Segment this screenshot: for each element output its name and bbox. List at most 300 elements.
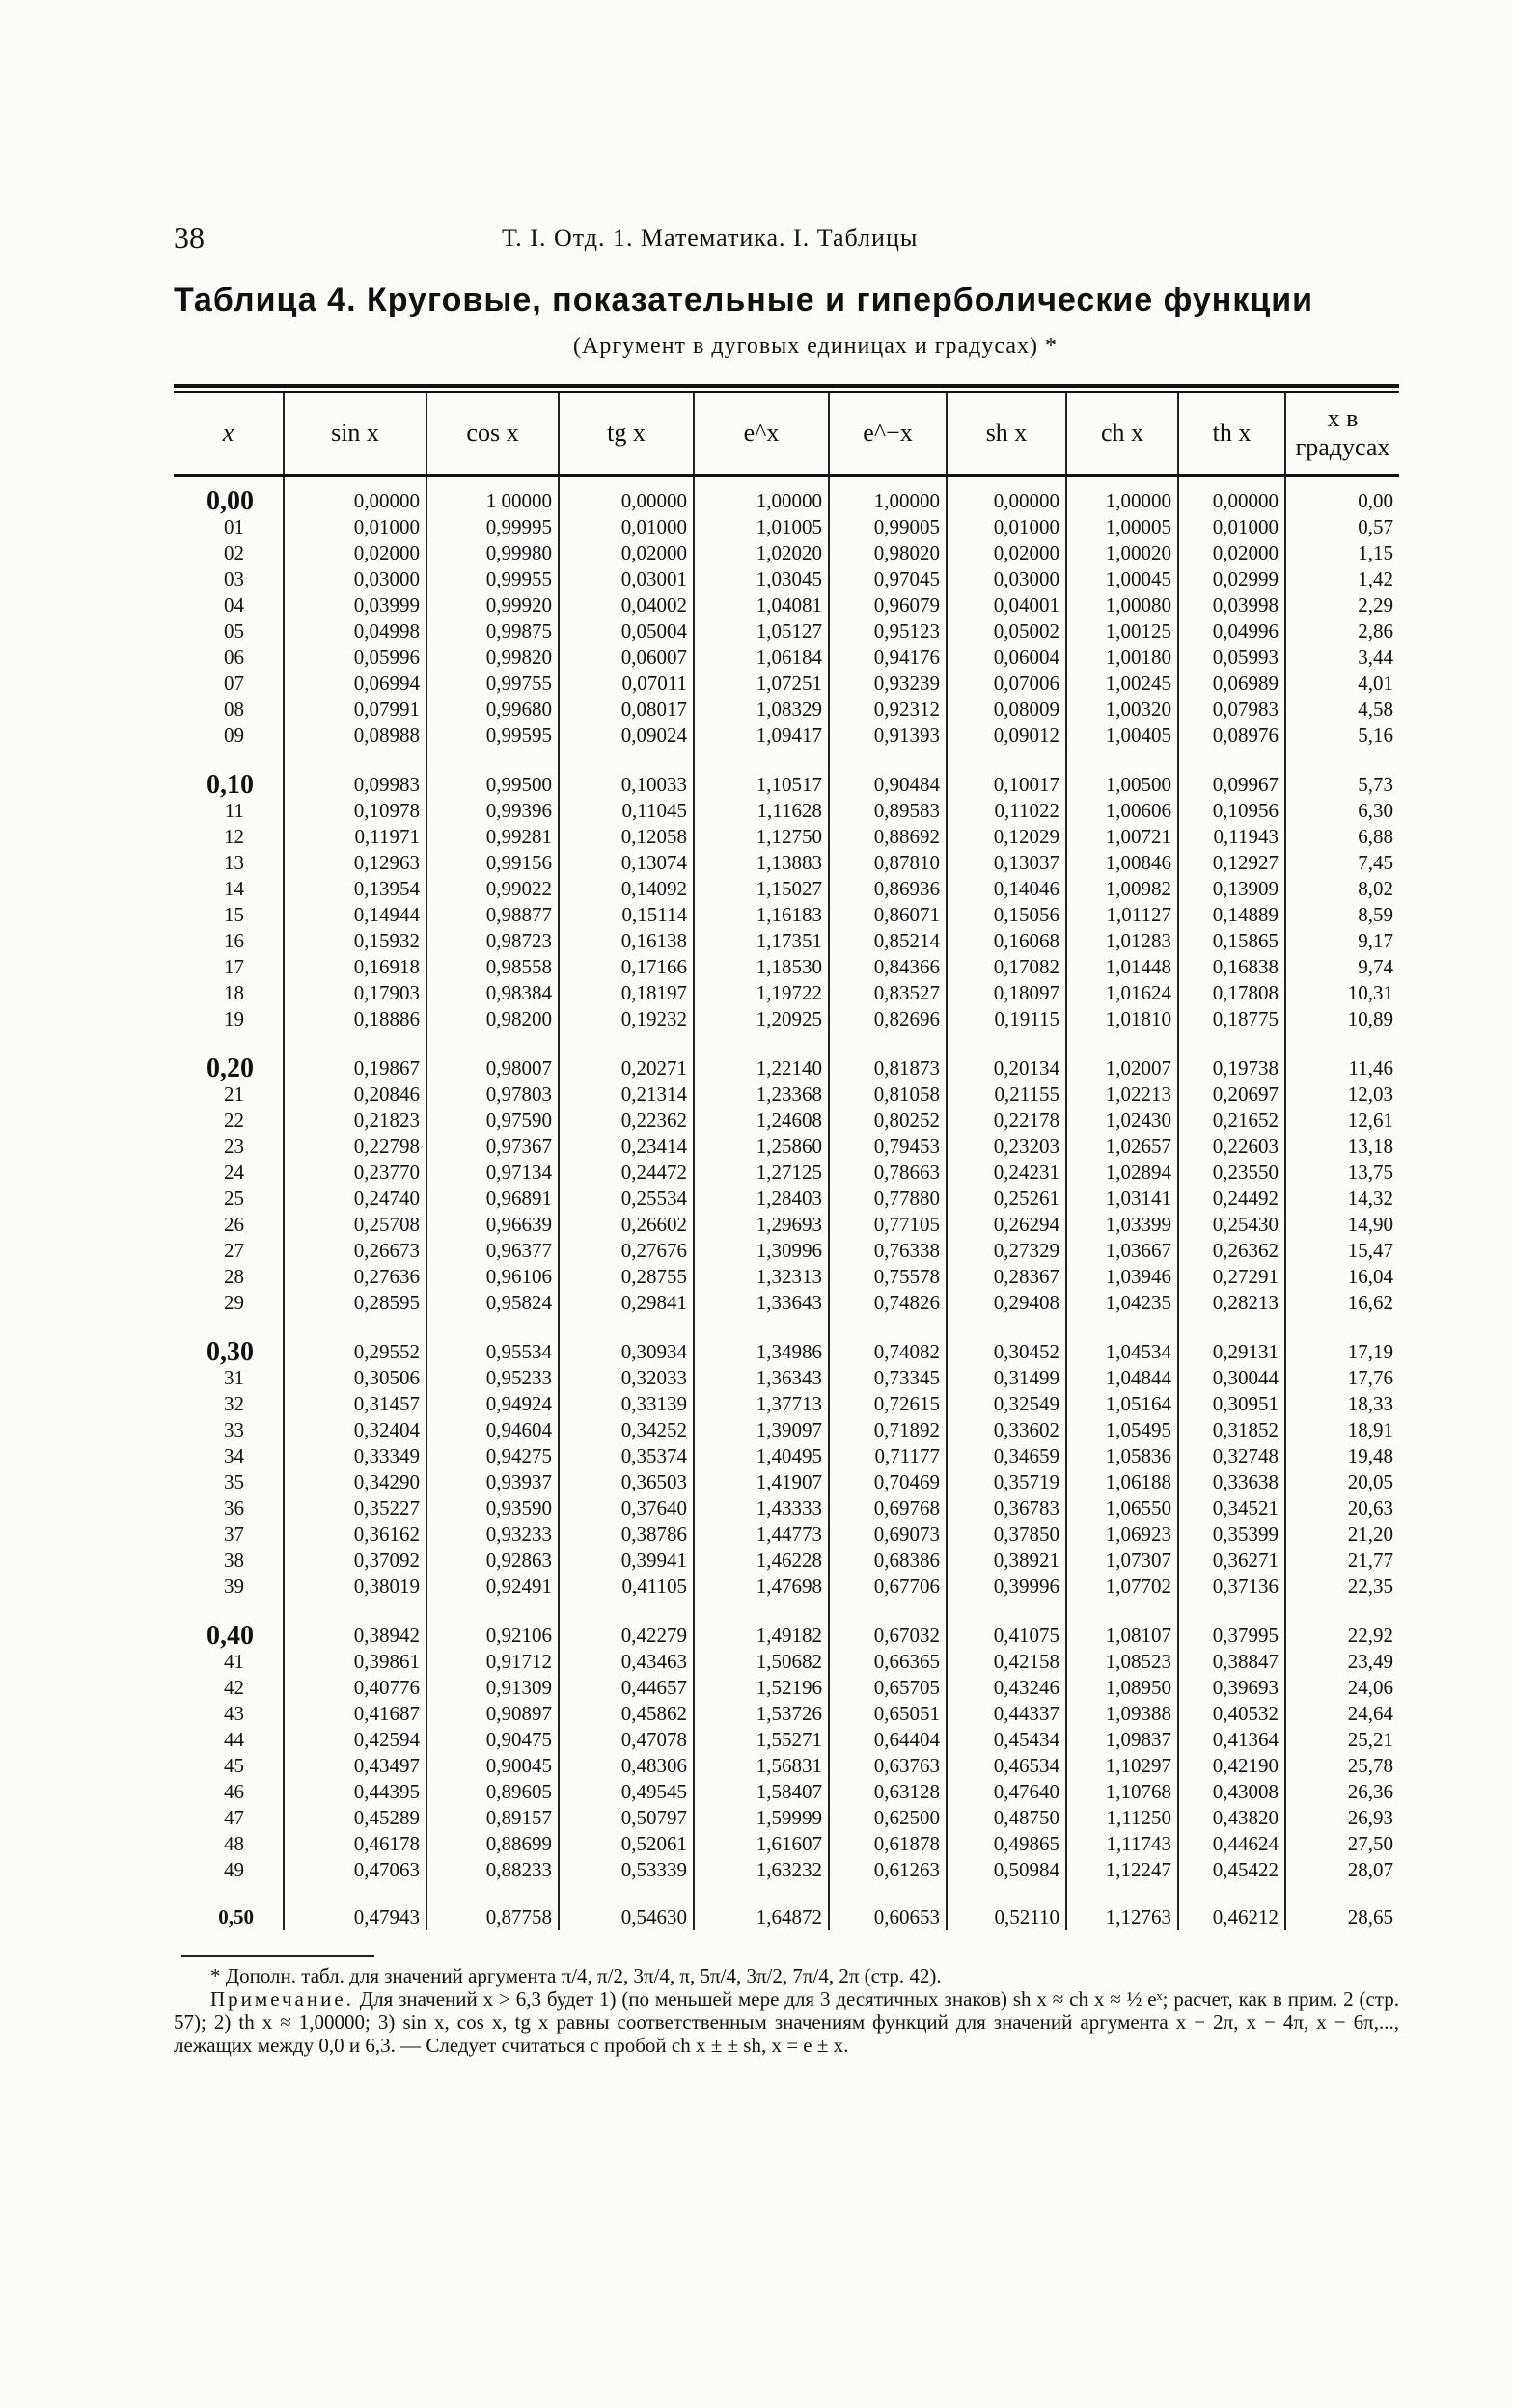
value-cell: 0,99980 [426, 540, 559, 566]
value-cell: 1,02894 [1066, 1160, 1178, 1186]
value-cell: 0,25261 [947, 1186, 1066, 1212]
value-cell: 0,74082 [829, 1327, 947, 1365]
argument-cell: 41 [224, 1650, 244, 1673]
value-cell: 1,55271 [694, 1727, 829, 1753]
argument-cell: 23 [224, 1135, 244, 1158]
value-cell: 0,82696 [829, 1006, 947, 1044]
value-cell: 12,03 [1285, 1081, 1399, 1108]
value-cell: 1,00846 [1066, 850, 1178, 876]
table-row [174, 1264, 1399, 1290]
notes [174, 1964, 1399, 2057]
function-table [174, 384, 1399, 1930]
value-cell: 0,17082 [947, 954, 1066, 980]
value-cell: 0,39861 [284, 1649, 426, 1675]
value-cell: 0,66365 [829, 1649, 947, 1675]
value-cell: 0,42279 [559, 1611, 694, 1649]
value-cell: 0,95123 [829, 618, 947, 644]
table-row [174, 1521, 1399, 1547]
value-cell: 0,36271 [1178, 1547, 1285, 1573]
table-row [174, 514, 1399, 540]
table-row [174, 1495, 1399, 1521]
value-cell: 3,44 [1285, 644, 1399, 670]
value-cell: 0,96079 [829, 592, 947, 618]
value-cell: 0,97803 [426, 1081, 559, 1108]
value-cell: 0,17903 [284, 980, 426, 1006]
argument-cell: 06 [224, 645, 244, 669]
value-cell: 1,02657 [1066, 1134, 1178, 1160]
value-cell: 1,03045 [694, 566, 829, 592]
value-cell: 0,05004 [559, 618, 694, 644]
value-cell: 0,93239 [829, 670, 947, 697]
value-cell: 4,01 [1285, 670, 1399, 697]
value-cell: 1 00000 [426, 476, 559, 515]
value-cell: 0,81873 [829, 1044, 947, 1081]
value-cell: 1,58407 [694, 1779, 829, 1805]
table-row [174, 1895, 1399, 1930]
value-cell: 0,61263 [829, 1857, 947, 1895]
value-cell: 0,87758 [426, 1895, 559, 1930]
value-cell: 16,04 [1285, 1264, 1399, 1290]
value-cell: 0,09983 [284, 760, 426, 798]
argument-cell: 28 [224, 1265, 244, 1288]
value-cell: 1,00005 [1066, 514, 1178, 540]
value-cell: 1,36343 [694, 1365, 829, 1391]
footnote-rule [181, 1955, 374, 1956]
value-cell: 0,32748 [1178, 1443, 1285, 1469]
value-cell: 0,62500 [829, 1805, 947, 1831]
value-cell: 1,17351 [694, 928, 829, 954]
value-cell: 0,78663 [829, 1160, 947, 1186]
value-cell: 0,43497 [284, 1753, 426, 1779]
value-cell: 1,08329 [694, 697, 829, 723]
value-cell: 0,26602 [559, 1212, 694, 1238]
table-row [174, 1327, 1399, 1365]
value-cell: 0,03998 [1178, 592, 1285, 618]
value-cell: 0,41105 [559, 1573, 694, 1611]
value-cell: 0,97367 [426, 1134, 559, 1160]
value-cell: 0,25534 [559, 1186, 694, 1212]
argument-cell: 25 [224, 1187, 244, 1210]
table-row [174, 1727, 1399, 1753]
value-cell: 0,41364 [1178, 1727, 1285, 1753]
value-cell: 0,18097 [947, 980, 1066, 1006]
value-cell: 0,90484 [829, 760, 947, 798]
argument-cell: 11 [224, 799, 244, 822]
page-number: 38 [174, 220, 205, 255]
value-cell: 0,15932 [284, 928, 426, 954]
value-cell: 0,44395 [284, 1779, 426, 1805]
value-cell: 0,32033 [559, 1365, 694, 1391]
value-cell: 0,92312 [829, 697, 947, 723]
value-cell: 0,18775 [1178, 1006, 1285, 1044]
value-cell: 17,76 [1285, 1365, 1399, 1391]
value-cell: 0,28367 [947, 1264, 1066, 1290]
value-cell: 1,00982 [1066, 876, 1178, 902]
value-cell: 1,50682 [694, 1649, 829, 1675]
value-cell: 27,50 [1285, 1831, 1399, 1857]
value-cell: 0,01000 [559, 514, 694, 540]
argument-cell: 26 [224, 1213, 244, 1236]
value-cell: 1,00080 [1066, 592, 1178, 618]
value-cell: 0,99680 [426, 697, 559, 723]
value-cell: 0,95534 [426, 1327, 559, 1365]
value-cell: 0,12058 [559, 824, 694, 850]
value-cell: 0,35399 [1178, 1521, 1285, 1547]
table-row [174, 760, 1399, 798]
value-cell: 0,29841 [559, 1290, 694, 1327]
table-row [174, 1857, 1399, 1895]
note-label: Примечание. [210, 1987, 354, 2011]
value-cell: 0,18197 [559, 980, 694, 1006]
value-cell: 1,05836 [1066, 1443, 1178, 1469]
value-cell: 0,70469 [829, 1469, 947, 1495]
value-cell: 0,31457 [284, 1391, 426, 1417]
value-cell: 1,15 [1285, 540, 1399, 566]
table-row [174, 850, 1399, 876]
value-cell: 0,24231 [947, 1160, 1066, 1186]
argument-cell: 16 [224, 929, 244, 952]
value-cell: 0,99920 [426, 592, 559, 618]
table-row [174, 1134, 1399, 1160]
value-cell: 0,09967 [1178, 760, 1285, 798]
table-row [174, 1649, 1399, 1675]
value-cell: 0,14889 [1178, 902, 1285, 928]
value-cell: 0,53339 [559, 1857, 694, 1895]
table-row [174, 1160, 1399, 1186]
value-cell: 1,00000 [1066, 476, 1178, 515]
value-cell: 0,80252 [829, 1108, 947, 1134]
value-cell: 0,40532 [1178, 1701, 1285, 1727]
value-cell: 0,03999 [284, 592, 426, 618]
value-cell: 0,90475 [426, 1727, 559, 1753]
value-cell: 0,02000 [947, 540, 1066, 566]
value-cell: 0,27636 [284, 1264, 426, 1290]
value-cell: 0,34252 [559, 1417, 694, 1443]
value-cell: 1,04235 [1066, 1290, 1178, 1327]
value-cell: 0,20134 [947, 1044, 1066, 1081]
value-cell: 0,87810 [829, 850, 947, 876]
value-cell: 0,00000 [559, 476, 694, 515]
value-cell: 0,93937 [426, 1469, 559, 1495]
value-cell: 0,30506 [284, 1365, 426, 1391]
value-cell: 1,06184 [694, 644, 829, 670]
table-row [174, 928, 1399, 954]
value-cell: 0,89605 [426, 1779, 559, 1805]
value-cell: 0,90045 [426, 1753, 559, 1779]
value-cell: 0,00000 [947, 476, 1066, 515]
value-cell: 0,08017 [559, 697, 694, 723]
value-cell: 0,03000 [947, 566, 1066, 592]
argument-cell: 44 [224, 1728, 244, 1751]
value-cell: 0,45422 [1178, 1857, 1285, 1895]
argument-cell: 49 [224, 1858, 244, 1881]
value-cell: 1,46228 [694, 1547, 829, 1573]
value-cell: 0,88692 [829, 824, 947, 850]
argument-cell: 01 [224, 515, 244, 538]
value-cell: 1,06550 [1066, 1495, 1178, 1521]
value-cell: 0,98723 [426, 928, 559, 954]
value-cell: 1,15027 [694, 876, 829, 902]
value-cell: 2,86 [1285, 618, 1399, 644]
value-cell: 0,50797 [559, 1805, 694, 1831]
value-cell: 1,00320 [1066, 697, 1178, 723]
value-cell: 0,07006 [947, 670, 1066, 697]
value-cell: 0,44657 [559, 1675, 694, 1701]
value-cell: 0,73345 [829, 1365, 947, 1391]
value-cell: 0,94176 [829, 644, 947, 670]
value-cell: 0,99995 [426, 514, 559, 540]
value-cell: 0,13074 [559, 850, 694, 876]
value-cell: 0,64404 [829, 1727, 947, 1753]
value-cell: 25,21 [1285, 1727, 1399, 1753]
table-row [174, 1573, 1399, 1611]
value-cell: 0,24492 [1178, 1186, 1285, 1212]
value-cell: 0,06989 [1178, 670, 1285, 697]
value-cell: 1,09837 [1066, 1727, 1178, 1753]
value-cell: 0,47063 [284, 1857, 426, 1895]
argument-cell: 27 [224, 1239, 244, 1262]
value-cell: 0,36503 [559, 1469, 694, 1495]
table-row [174, 1779, 1399, 1805]
table-row [174, 798, 1399, 824]
value-cell: 1,63232 [694, 1857, 829, 1895]
value-cell: 0,45434 [947, 1727, 1066, 1753]
value-cell: 0,07983 [1178, 697, 1285, 723]
value-cell: 0,36783 [947, 1495, 1066, 1521]
value-cell: 0,16068 [947, 928, 1066, 954]
value-cell: 0,43820 [1178, 1805, 1285, 1831]
value-cell: 0,19232 [559, 1006, 694, 1044]
value-cell: 9,17 [1285, 928, 1399, 954]
value-cell: 0,25430 [1178, 1212, 1285, 1238]
value-cell: 0,22603 [1178, 1134, 1285, 1160]
argument-cell: 0,40 [206, 1621, 254, 1651]
table-row [174, 670, 1399, 697]
value-cell: 0,97134 [426, 1160, 559, 1186]
value-cell: 0,42594 [284, 1727, 426, 1753]
value-cell: 1,22140 [694, 1044, 829, 1081]
table-row [174, 476, 1399, 515]
value-cell: 0,99022 [426, 876, 559, 902]
argument-cell: 31 [224, 1366, 244, 1389]
table-title: Таблица 4. Круговые, показательные и гиперболические функции [174, 282, 1314, 318]
argument-cell: 32 [224, 1392, 244, 1415]
value-cell: 0,07991 [284, 697, 426, 723]
value-cell: 0,13909 [1178, 876, 1285, 902]
value-cell: 0,08988 [284, 723, 426, 760]
value-cell: 0,26362 [1178, 1238, 1285, 1264]
value-cell: 1,30996 [694, 1238, 829, 1264]
value-cell: 0,16138 [559, 928, 694, 954]
value-cell: 0,48750 [947, 1805, 1066, 1831]
value-cell: 0,63763 [829, 1753, 947, 1779]
value-cell: 0,11022 [947, 798, 1066, 824]
value-cell: 1,44773 [694, 1521, 829, 1547]
value-cell: 11,46 [1285, 1044, 1399, 1081]
value-cell: 0,12963 [284, 850, 426, 876]
value-cell: 1,06188 [1066, 1469, 1178, 1495]
data-table [174, 393, 1399, 1930]
value-cell: 5,16 [1285, 723, 1399, 760]
value-cell: 0,28595 [284, 1290, 426, 1327]
value-cell: 0,63128 [829, 1779, 947, 1805]
value-cell: 0,46178 [284, 1831, 426, 1857]
value-cell: 0,49865 [947, 1831, 1066, 1857]
value-cell: 0,15056 [947, 902, 1066, 928]
value-cell: 0,12927 [1178, 850, 1285, 876]
value-cell: 1,05495 [1066, 1417, 1178, 1443]
value-cell: 0,98558 [426, 954, 559, 980]
value-cell: 1,01127 [1066, 902, 1178, 928]
value-cell: 0,17166 [559, 954, 694, 980]
value-cell: 10,89 [1285, 1006, 1399, 1044]
argument-cell: 0,50 [218, 1905, 254, 1929]
value-cell: 0,99755 [426, 670, 559, 697]
value-cell: 1,08950 [1066, 1675, 1178, 1701]
value-cell: 0,31852 [1178, 1417, 1285, 1443]
value-cell: 1,05127 [694, 618, 829, 644]
value-cell: 0,38847 [1178, 1649, 1285, 1675]
value-cell: 0,98384 [426, 980, 559, 1006]
value-cell: 0,34290 [284, 1469, 426, 1495]
note [174, 1987, 1399, 2057]
value-cell: 14,90 [1285, 1212, 1399, 1238]
value-cell: 0,15865 [1178, 928, 1285, 954]
value-cell: 0,41075 [947, 1611, 1066, 1649]
argument-cell: 0,10 [206, 770, 254, 800]
value-cell: 24,06 [1285, 1675, 1399, 1701]
value-cell: 0,28213 [1178, 1290, 1285, 1327]
column-header: th x [1178, 393, 1285, 476]
value-cell: 0,21652 [1178, 1108, 1285, 1134]
value-cell: 0,23203 [947, 1134, 1066, 1160]
value-cell: 0,25708 [284, 1212, 426, 1238]
value-cell: 0,05996 [284, 644, 426, 670]
table-row [174, 1212, 1399, 1238]
value-cell: 0,04001 [947, 592, 1066, 618]
argument-cell: 48 [224, 1832, 244, 1855]
value-cell: 0,12029 [947, 824, 1066, 850]
value-cell: 1,08107 [1066, 1611, 1178, 1649]
value-cell: 0,71892 [829, 1417, 947, 1443]
value-cell: 0,10978 [284, 798, 426, 824]
value-cell: 0,24472 [559, 1160, 694, 1186]
argument-cell: 19 [224, 1007, 244, 1030]
table-row [174, 1186, 1399, 1212]
value-cell: 0,99500 [426, 760, 559, 798]
note-text: Для значений x > 6,3 будет 1) (по меньшей мере для 3 десятичных знаков) sh x ≈ ch x ≈ ½ eˣ; расчет, как в прим. 2 (стр. 57); 2) th x ≈ 1,00000; 3) sin x, cos x, tg x равны соответственным значениям функций для значений аргумента x − 2π, x − 4π, x − 6π,..., лежащих между 0,0 и 6,3. — Следует считаться с пробой ch x ± ± sh, x = e ± x. [174, 1987, 1399, 2057]
value-cell: 0,97590 [426, 1108, 559, 1134]
value-cell: 0,46534 [947, 1753, 1066, 1779]
value-cell: 0,61878 [829, 1831, 947, 1857]
argument-cell: 37 [224, 1522, 244, 1546]
value-cell: 18,33 [1285, 1391, 1399, 1417]
table-body [174, 476, 1399, 1931]
table-row [174, 540, 1399, 566]
value-cell: 0,26294 [947, 1212, 1066, 1238]
argument-cell: 09 [224, 724, 244, 747]
value-cell: 0,65051 [829, 1701, 947, 1727]
argument-cell: 18 [224, 981, 244, 1004]
value-cell: 1,00000 [694, 476, 829, 515]
value-cell: 0,08009 [947, 697, 1066, 723]
value-cell: 0,14944 [284, 902, 426, 928]
value-cell: 0,05002 [947, 618, 1066, 644]
value-cell: 0,94275 [426, 1443, 559, 1469]
value-cell: 1,11250 [1066, 1805, 1178, 1831]
value-cell: 1,07307 [1066, 1547, 1178, 1573]
value-cell: 0,90897 [426, 1701, 559, 1727]
value-cell: 0,04998 [284, 618, 426, 644]
value-cell: 0,34659 [947, 1443, 1066, 1469]
value-cell: 0,21314 [559, 1081, 694, 1108]
value-cell: 0,30951 [1178, 1391, 1285, 1417]
value-cell: 1,00020 [1066, 540, 1178, 566]
value-cell: 0,94604 [426, 1417, 559, 1443]
value-cell: 0,20846 [284, 1081, 426, 1108]
value-cell: 4,58 [1285, 697, 1399, 723]
value-cell: 2,29 [1285, 592, 1399, 618]
value-cell: 0,44624 [1178, 1831, 1285, 1857]
value-cell: 1,10297 [1066, 1753, 1178, 1779]
value-cell: 0,31499 [947, 1365, 1066, 1391]
table-row [174, 824, 1399, 850]
value-cell: 0,38019 [284, 1573, 426, 1611]
argument-cell: 0,00 [206, 486, 254, 516]
value-cell: 5,73 [1285, 760, 1399, 798]
value-cell: 1,00606 [1066, 798, 1178, 824]
value-cell: 0,22362 [559, 1108, 694, 1134]
value-cell: 1,42 [1285, 566, 1399, 592]
value-cell: 0,36162 [284, 1521, 426, 1547]
value-cell: 0,52110 [947, 1895, 1066, 1930]
value-cell: 0,14092 [559, 876, 694, 902]
value-cell: 1,05164 [1066, 1391, 1178, 1417]
value-cell: 0,92863 [426, 1547, 559, 1573]
argument-cell: 12 [224, 825, 244, 848]
value-cell: 0,19115 [947, 1006, 1066, 1044]
value-cell: 1,00245 [1066, 670, 1178, 697]
value-cell: 0,05993 [1178, 644, 1285, 670]
table-row [174, 592, 1399, 618]
value-cell: 8,59 [1285, 902, 1399, 928]
value-cell: 12,61 [1285, 1108, 1399, 1134]
value-cell: 0,91712 [426, 1649, 559, 1675]
value-cell: 1,00045 [1066, 566, 1178, 592]
value-cell: 1,06923 [1066, 1521, 1178, 1547]
value-cell: 1,01624 [1066, 980, 1178, 1006]
value-cell: 0,46212 [1178, 1895, 1285, 1930]
value-cell: 0,01000 [947, 514, 1066, 540]
value-cell: 0,65705 [829, 1675, 947, 1701]
value-cell: 0,29552 [284, 1327, 426, 1365]
value-cell: 0,19867 [284, 1044, 426, 1081]
argument-cell: 45 [224, 1754, 244, 1777]
value-cell: 1,47698 [694, 1573, 829, 1611]
value-cell: 0,99875 [426, 618, 559, 644]
value-cell: 0,50984 [947, 1857, 1066, 1895]
value-cell: 1,01283 [1066, 928, 1178, 954]
value-cell: 0,42190 [1178, 1753, 1285, 1779]
column-header: ch x [1066, 393, 1178, 476]
value-cell: 0,33349 [284, 1443, 426, 1469]
value-cell: 0,04002 [559, 592, 694, 618]
value-cell: 0,44337 [947, 1701, 1066, 1727]
value-cell: 0,99281 [426, 824, 559, 850]
value-cell: 0,77105 [829, 1212, 947, 1238]
argument-cell: 39 [224, 1574, 244, 1598]
argument-cell: 24 [224, 1161, 244, 1184]
